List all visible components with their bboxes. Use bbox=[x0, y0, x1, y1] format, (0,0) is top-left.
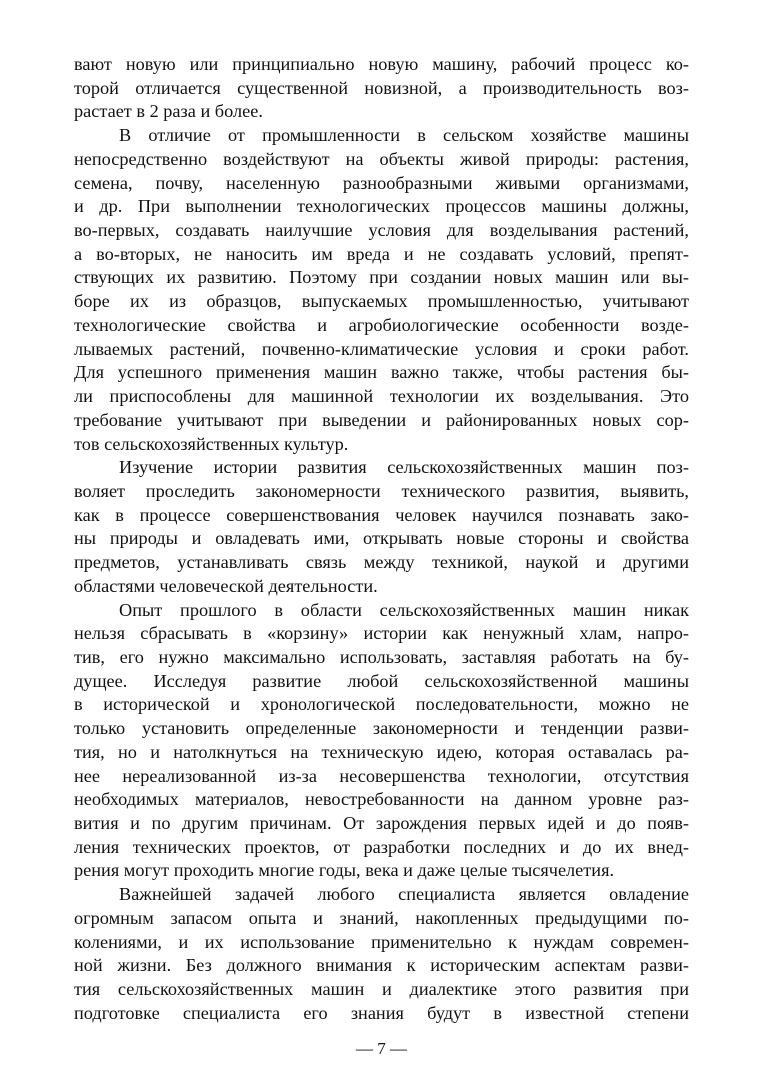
text-line: ления технических проектов, от разработки последних и до их внед- bbox=[74, 836, 689, 857]
text-line: непосредственно воздействуют на объекты живой природы: растения, bbox=[74, 148, 689, 169]
text-line: Важнейшей задачей любого специалиста является овладение bbox=[119, 884, 689, 905]
text-line: нее нереализованной из-за несовершенства технологии, отсутствия bbox=[74, 765, 689, 786]
text-line: подготовке специалиста его знания будут в известной степени bbox=[74, 1002, 689, 1023]
text-line: Изучение истории развития сельскохозяйственных машин поз- bbox=[119, 457, 689, 478]
text-line: только установить определенные закономерности и тенденции разви- bbox=[74, 718, 689, 739]
text-line: предметов, устанавливать связь между техникой, наукой и другими bbox=[74, 552, 689, 573]
text-line: ли приспособлены для машинной технологии их возделывания. Это bbox=[74, 386, 689, 407]
paragraph bbox=[74, 883, 689, 1025]
text-line: колениями, и их использование применительно к нуждам современ- bbox=[74, 931, 689, 952]
paragraph bbox=[74, 124, 689, 456]
text-line: огромным запасом опыта и знаний, накопленных предыдущими по- bbox=[74, 907, 689, 928]
text-line: в исторической и хронологической последовательности, можно не bbox=[74, 694, 689, 715]
text-line: нельзя сбрасывать в «корзину» истории как ненужный хлам, напро- bbox=[74, 623, 689, 644]
text-line: дущее. Исследуя развитие любой сельскохозяйственной машины bbox=[74, 670, 689, 691]
text-line: и др. При выполнении технологических процессов машины должны, bbox=[74, 196, 689, 217]
text-line: воляет проследить закономерности технического развития, выявить, bbox=[74, 480, 689, 501]
page-body bbox=[74, 53, 689, 1025]
text-line: ной жизни. Без должного внимания к историческим аспектам разви- bbox=[74, 955, 689, 976]
text-line: областями человеческой деятельности. bbox=[74, 575, 378, 596]
text-line: тив, его нужно максимально использовать, заставляя работать на бу- bbox=[74, 646, 689, 667]
text-line: рения могут проходить многие годы, века и даже целые тысячелетия. bbox=[74, 860, 615, 881]
text-line: а во-вторых, не наносить им вреда и не создавать условий, препят- bbox=[74, 243, 689, 264]
text-line: боре их из образцов, выпускаемых промышленностью, учитывают bbox=[74, 291, 689, 312]
text-line: лываемых растений, почвенно-климатические условия и сроки работ. bbox=[74, 338, 689, 359]
text-line: ны природы и овладевать ими, открывать новые стороны и свойства bbox=[74, 528, 689, 549]
text-line: как в процессе совершенствования человек научился познавать зако- bbox=[74, 504, 689, 525]
text-line: растает в 2 раза и более. bbox=[74, 101, 263, 122]
paragraph bbox=[74, 599, 689, 884]
text-line: ствующих их развитию. Поэтому при создании новых машин или вы- bbox=[74, 267, 689, 288]
text-line: тов сельскохозяйственных культур. bbox=[74, 433, 349, 454]
text-line: торой отличается существенной новизной, а производительность воз- bbox=[74, 77, 689, 98]
text-line: необходимых материалов, невостребованности на данном уровне раз- bbox=[74, 789, 689, 810]
page-number: — 7 — bbox=[356, 1039, 407, 1058]
text-line: технологические свойства и агробиологические особенности возде- bbox=[74, 314, 689, 335]
text-line: во-первых, создавать наилучшие условия для возделывания растений, bbox=[74, 220, 689, 241]
text-line: тия сельскохозяйственных машин и диалектике этого развития при bbox=[74, 979, 689, 1000]
text-line: Опыт прошлого в области сельскохозяйственных машин никак bbox=[119, 599, 689, 620]
text-line: Для успешного применения машин важно также, чтобы растения бы- bbox=[74, 362, 689, 383]
text-line: В отличие от промышленности в сельском хозяйстве машины bbox=[119, 125, 689, 146]
text-line: вития и по другим причинам. От зарождения первых идей и до появ- bbox=[74, 813, 689, 833]
text-line: семена, почву, населенную разнообразными живыми организмами, bbox=[74, 172, 689, 193]
text-line: тия, но и натолкнуться на техническую идею, которая оставалась ра- bbox=[74, 741, 689, 762]
text-line: требование учитывают при выведении и районированных новых сор- bbox=[74, 409, 689, 430]
paragraph bbox=[74, 53, 689, 124]
text-line: вают новую или принципиально новую машину, рабочий процесс ко- bbox=[74, 54, 689, 74]
paragraph bbox=[74, 456, 689, 598]
